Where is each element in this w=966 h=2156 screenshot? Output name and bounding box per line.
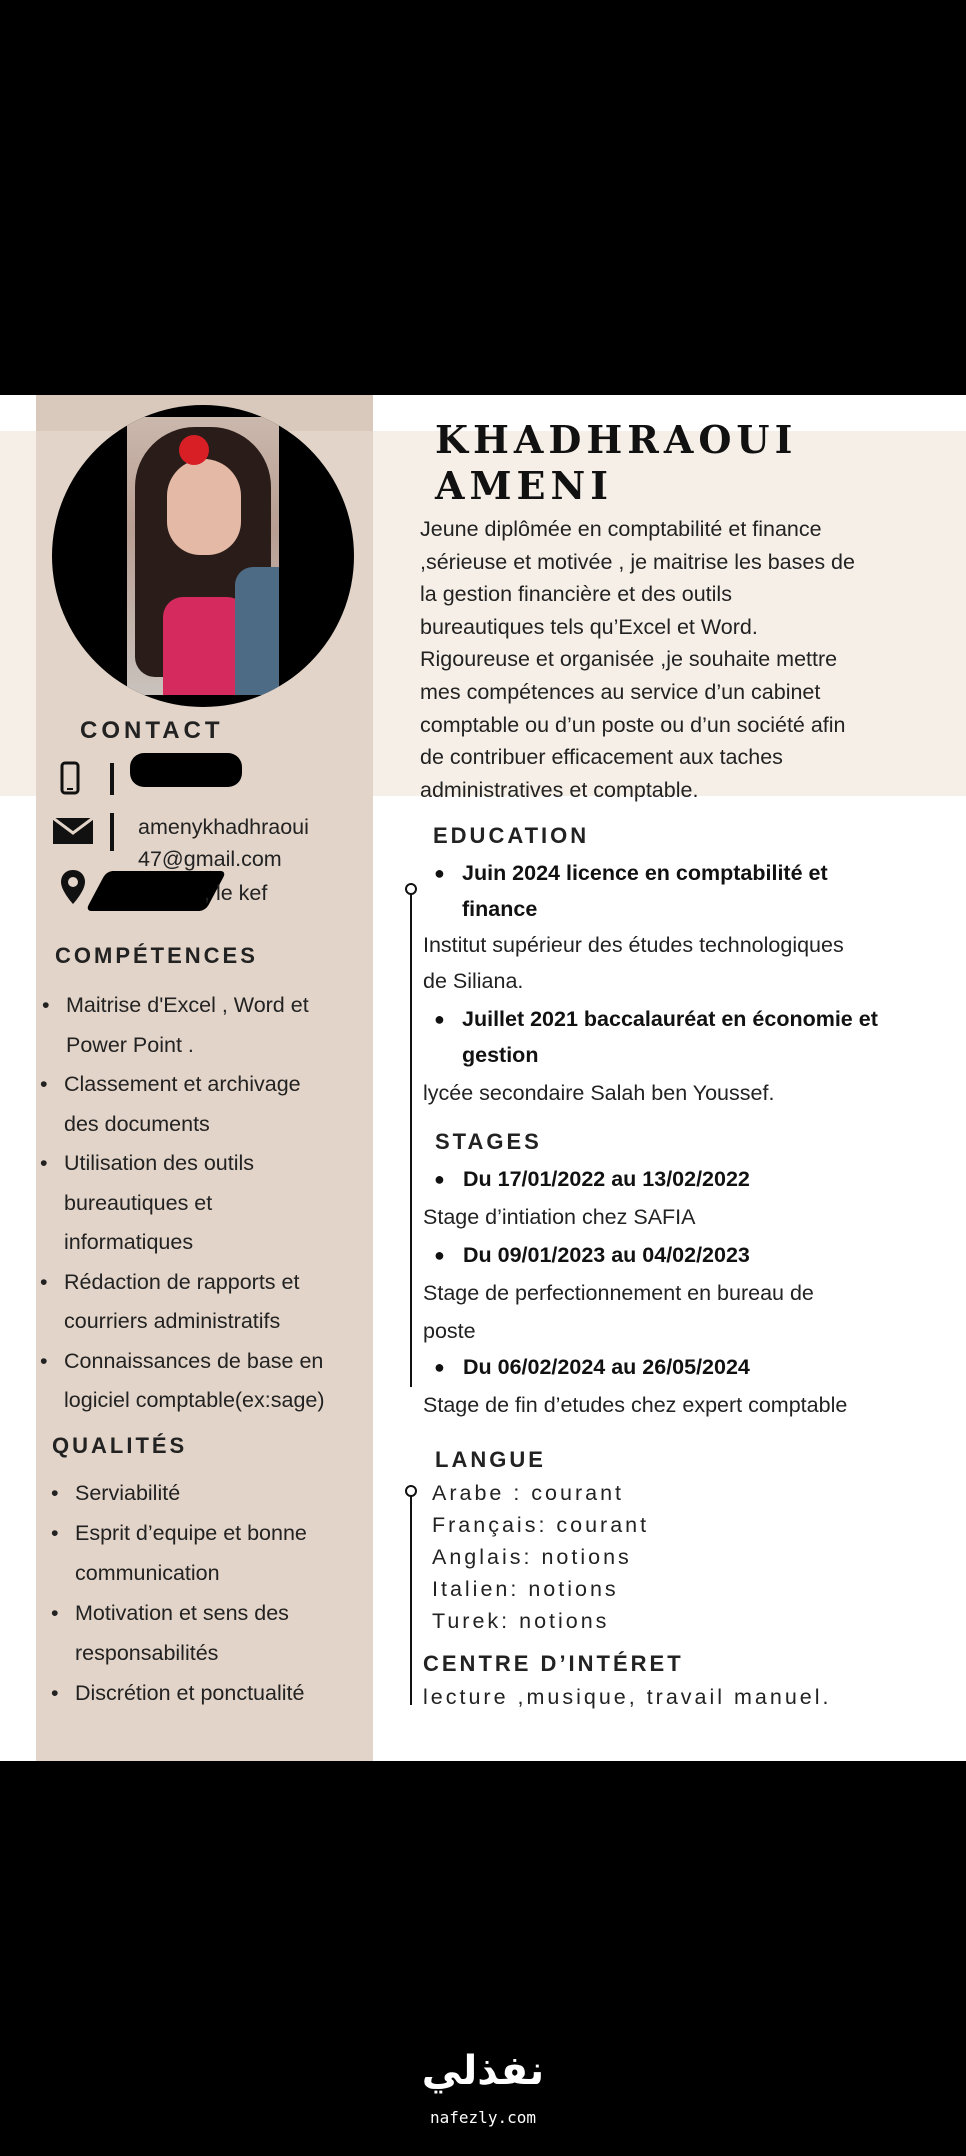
stage-detail: Stage d’intiation chez SAFIA — [423, 1205, 696, 1229]
education-detail: de Siliana. — [423, 969, 524, 993]
qualites-heading: QUALITÉS — [52, 1433, 188, 1458]
education-detail: Institut supérieur des études technologiques — [423, 933, 844, 957]
education-title: gestion — [462, 1043, 539, 1067]
langue-heading: LANGUE — [435, 1447, 546, 1472]
stage-detail: poste — [423, 1319, 476, 1343]
education-title: finance — [462, 897, 538, 921]
timeline-dot — [405, 883, 417, 895]
stages-heading: STAGES — [435, 1129, 542, 1154]
list-item: • Utilisation des outils bureautiques et informatiques — [64, 1144, 325, 1263]
list-item: • Maitrise d'Excel , Word et Power Point . — [66, 985, 309, 1065]
contact-divider — [110, 813, 114, 851]
stage-detail: Stage de perfectionnement en bureau de — [423, 1281, 814, 1305]
contact-heading: CONTACT — [80, 717, 224, 744]
timeline-line — [410, 1491, 412, 1705]
stage-detail: Stage de fin d’etudes chez expert comptable — [423, 1393, 848, 1417]
interets-text: lecture ,musique, travail manuel. — [423, 1685, 832, 1709]
education-detail: lycée secondaire Salah ben Youssef. — [423, 1081, 775, 1105]
language-item: Arabe : courant — [432, 1481, 625, 1505]
phone-icon — [60, 761, 82, 795]
flower-icon — [179, 435, 209, 465]
language-item: Anglais: notions — [432, 1545, 632, 1569]
stage-dates: Du 17/01/2022 au 13/02/2022 — [463, 1167, 750, 1191]
email-line-2: 47@gmail.com — [138, 847, 282, 871]
address-text: , le kef — [204, 881, 268, 905]
name-line-2: AMENI — [435, 463, 614, 508]
stage-dates: Du 06/02/2024 au 26/05/2024 — [463, 1355, 750, 1379]
list-item: • Serviabilité — [75, 1473, 307, 1513]
education-heading: EDUCATION — [433, 823, 590, 848]
stage-dates: Du 09/01/2023 au 04/02/2023 — [463, 1243, 750, 1267]
education-title: Juillet 2021 baccalauréat en économie et — [462, 1007, 878, 1031]
profile-summary: Jeune diplômée en comptabilité et finance ,sérieuse et motivée , je maitrise les bases de la gestion financière et des outils bureautiques tels qu’Excel et Word. Rigoureuse et organisée ,je souhaite mettre mes compétences au service d’un cabinet comptable ou d’un poste ou d’un société afin de contribuer efficacement aux taches administratives et comptable. — [420, 517, 855, 802]
list-item: • Discrétion et ponctualité — [75, 1673, 307, 1713]
cv-page: KHADHRAOUI AMENI Jeune diplômée en comptabilité et finance ,sérieuse et motivée , je maitrise les bases de la gestion financière et des outils bureautiques tels qu’Excel et Word. Rigoureuse et organisée ,je souhaite mettre mes compétences au service d’un cabinet comptable ou d’un poste ou d’un société afin de contribuer efficacement aux taches administratives et comptable. CONTACT amenykhadhraoui 47@gmail.com , le kef COMPÉTENCES • Maitrise d'Excel , Word et Power Point . • Classement et archivage des documents • Utilisation des outils bureautiques et informatiques • Rédaction de rapports et courriers administratifs • Connaissances de base en logiciel comptable(ex:sage) QUALITÉS • Serviabilité • Esprit d’equipe et bonne communication • Motivation et sens des responsabilités • Discrétion et ponctualité EDUCATION ● Juin 2024 licence en comptabilité et finance Institut supérieur des études technologiques de Siliana. ● Juillet 2021 baccalauréat en économie et gestion lycée secondaire Salah ben Youssef. STAGES ● Du 17/01/2022 au 13/02/2022 Stage d’intiation chez SAFIA ● Du 09/01/2023 au 04/02/2023 Stage de perfectionnement en bureau de poste ● Du 06/02/2024 au 26/05/2024 Stage de fin d’etudes chez expert comptable LANGUE Arabe : courant Français: courant Anglais: notions Italien: notions Turek: notions CENTRE D’INTÉRET lecture ,musique, travail manuel. — [0, 395, 966, 1761]
language-item: Français: courant — [432, 1513, 650, 1537]
name-line-1: KHADHRAOUI — [435, 417, 798, 462]
timeline-dot — [405, 1485, 417, 1497]
location-pin-icon — [60, 869, 86, 905]
watermark-logo: نفذلي — [421, 2048, 545, 2094]
watermark-site: nafezly.com — [430, 2108, 536, 2127]
list-item: • Motivation et sens des responsabilités — [75, 1593, 307, 1673]
mail-icon — [52, 817, 94, 845]
list-item: • Esprit d’equipe et bonne communication — [75, 1513, 307, 1593]
competences-list — [66, 985, 309, 1065]
photo-portrait — [127, 417, 279, 695]
timeline-line — [410, 889, 412, 1387]
education-title: Juin 2024 licence en comptabilité et — [462, 861, 828, 885]
interets-heading: CENTRE D’INTÉRET — [423, 1651, 684, 1676]
competences-list — [64, 1065, 325, 1421]
profile-photo — [52, 405, 354, 707]
contact-divider — [110, 763, 114, 795]
list-item: • Connaissances de base en logiciel comptable(ex:sage) — [64, 1342, 325, 1421]
list-item: • Rédaction de rapports et courriers administratifs — [64, 1263, 325, 1342]
language-item: Turek: notions — [432, 1609, 610, 1633]
email-line-1: amenykhadhraoui — [138, 815, 309, 839]
qualites-list — [75, 1473, 307, 1713]
list-item: • Classement et archivage des documents — [64, 1065, 325, 1144]
competences-heading: COMPÉTENCES — [55, 943, 258, 968]
phone-redacted — [130, 753, 242, 787]
language-item: Italien: notions — [432, 1577, 619, 1601]
